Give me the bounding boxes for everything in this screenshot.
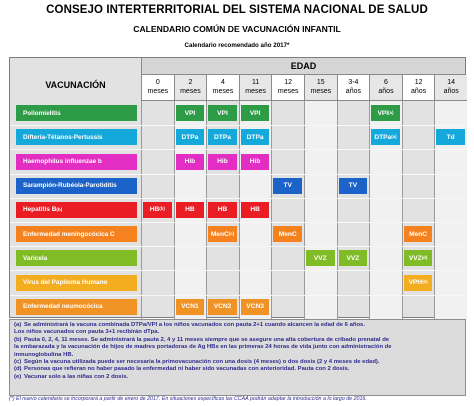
vaccine-dose-cell (404, 250, 433, 266)
column-divider (337, 101, 338, 319)
age-unit: meses (147, 87, 169, 95)
age-unit: meses (212, 87, 234, 95)
dose-label: VPI (184, 109, 196, 117)
column-divider (271, 101, 272, 319)
vaccine-dose-cell (241, 129, 270, 145)
note-text: Pauta 0, 2, 4, 11 meses. Se administrará la pauta 2, 4 y 11 meses siempre que se asegure una alta cobertura de cribado prenatal de (24, 336, 390, 343)
dose-label: Hib (217, 158, 228, 165)
vaccine-dose-cell (241, 105, 270, 121)
footnote: (*) El nuevo calendario se incorporará a partir de enero de 2017. En situaciones específicas las CCAA podrán adaptar la introducción a lo largo de 2016. (9, 396, 367, 402)
dose-label: VCN1 (181, 303, 199, 311)
note-text: Vacunar solo a las niñas con 2 dosis. (24, 373, 129, 380)
dose-label: Hib (184, 158, 196, 165)
dose-label: HB (185, 206, 195, 214)
age-value: 12 (414, 79, 423, 87)
note-text: Personas que refieran no haber pasado la enfermedad ni haber sido vacunadas con anterioridad. Pauta con 2 dosis. (24, 366, 350, 373)
note-marker: (c) (14, 359, 22, 366)
note-line (14, 337, 461, 344)
age-value: 3-4 (348, 79, 359, 87)
vaccine-name-text: Difteria-Tétanos-Pertussis (23, 133, 103, 141)
vaccine-name-text: Hepatitis B (23, 206, 57, 214)
age-unit: años (443, 87, 459, 95)
note-line (14, 359, 461, 366)
vaccine-dose-cell (339, 178, 368, 194)
subtitle: CALENDARIO COMÚN DE VACUNACIÓN INFANTIL (133, 24, 341, 34)
note-line (14, 352, 461, 359)
vaccine-dose-cell (436, 129, 465, 145)
dose-label: TV (348, 182, 358, 190)
vaccine-name-text: Poliomielitis (23, 109, 61, 117)
age-column-header (239, 75, 272, 101)
row-divider (10, 222, 465, 223)
dose-label: MenC (210, 230, 229, 238)
age-unit: años (345, 87, 361, 95)
vaccine-name-text: Enfermedad meningocócica C (23, 230, 115, 238)
dose-label: DTPa (246, 133, 264, 141)
dose-label: MenC (278, 230, 297, 238)
age-value: 11 (251, 79, 260, 87)
vaccine-name-text: Enfermedad neumocócica (23, 303, 103, 311)
age-value: 15 (316, 79, 325, 87)
age-column-header (369, 75, 402, 101)
age-unit: meses (245, 87, 266, 95)
vaccine-dose-cell (176, 129, 205, 145)
age-column-header (337, 75, 370, 101)
note-text: Según la vacuna utilizada puede ser necesaria la primovacunación con una dosis (4 meses) o dos dosis (2 y 4 meses de edad). (24, 359, 380, 366)
column-divider (174, 101, 175, 319)
note-marker: (b) (14, 336, 22, 343)
column-divider (434, 101, 435, 319)
dose-label: VPI (377, 109, 389, 117)
age-column-header (206, 75, 239, 101)
age-unit: meses (180, 87, 201, 95)
column-divider (369, 101, 370, 319)
age-column-header (174, 75, 207, 101)
dose-label: DTPa (374, 133, 392, 141)
note-text: Se administrará la vacuna combinada DTPa/VPI a los niños vacunados con pauta 2+1 cuando alcancen la edad de 6 años. (24, 322, 365, 328)
vaccine-dose-cell (273, 226, 302, 242)
vaccine-dose-cell (176, 202, 205, 218)
dose-label: DTPa (181, 133, 199, 141)
note-marker: (d) (14, 366, 22, 373)
footnote-marker: (e) (422, 279, 428, 284)
age-unit: años (411, 87, 427, 95)
vaccine-dose-cell (176, 105, 205, 121)
dose-label: HB (217, 206, 228, 214)
dose-label: MenC (409, 230, 428, 238)
edad-header: EDAD (141, 58, 465, 75)
vaccine-dose-cell (241, 202, 270, 218)
row-divider (10, 270, 465, 271)
vaccine-dose-cell (208, 202, 237, 218)
dose-label: VVZ (346, 254, 360, 262)
note-text: la embarazada y la vacunación de hijos de madres portadoras de Ag HBs en las primeras 24 horas de vida junto con administración de (14, 344, 392, 351)
age-column-header (304, 75, 337, 101)
age-column-header (434, 75, 467, 101)
vaccine-name (16, 226, 137, 242)
vaccine-name (16, 154, 137, 170)
row-divider (10, 198, 465, 199)
column-divider (304, 101, 305, 319)
vaccine-dose-cell (208, 105, 237, 121)
vaccine-name (16, 299, 137, 315)
dose-label: VCN3 (246, 303, 264, 311)
note-marker: (a) (14, 322, 22, 328)
dose-label: TV (283, 182, 292, 190)
age-value: 12 (284, 79, 293, 87)
row-divider (10, 174, 465, 175)
dose-label: VVZ (313, 254, 327, 262)
vaccine-name (16, 250, 137, 266)
footnote-marker: (c) (228, 230, 235, 236)
vaccine-name-text: Virus del Papiloma Humano (23, 279, 108, 286)
age-column-header (271, 75, 304, 101)
age-unit: meses (310, 87, 332, 95)
vaccine-dose-cell (208, 129, 237, 145)
row-divider (10, 246, 465, 247)
age-column-header (402, 75, 435, 101)
vaccine-dose-cell (143, 202, 172, 218)
column-divider (239, 101, 240, 319)
vacunacion-header: VACUNACIÓN (45, 79, 106, 90)
footnote-marker: (a) (388, 109, 394, 115)
note-line (14, 344, 461, 351)
column-shading (304, 101, 337, 319)
vaccine-name (16, 105, 137, 121)
vaccine-name (16, 129, 137, 145)
age-unit: años (378, 87, 394, 95)
age-unit: meses (277, 87, 299, 95)
vaccination-schedule-table (9, 57, 466, 318)
note-text: inmunoglobulina HB. (14, 351, 74, 358)
dose-label: VPI (217, 109, 228, 117)
dose-label: VVZ (408, 254, 422, 262)
vaccine-name (16, 178, 137, 194)
main-title: CONSEJO INTERTERRITORIAL DEL SISTEMA NACIONAL DE SALUD (46, 4, 428, 16)
notes-section (9, 319, 466, 396)
vaccine-dose-cell (404, 275, 433, 291)
footnote-marker: (b) (56, 207, 63, 213)
caption: Calendario recomendado año 2017* (184, 42, 290, 49)
column-divider (141, 101, 142, 319)
row-divider (10, 149, 465, 150)
vaccine-dose-cell (208, 154, 237, 170)
note-text: Los niños vacunados con pauta 3+1 recibirán dTpa. (14, 329, 160, 336)
dose-label: VPI (249, 109, 261, 117)
vaccine-dose-cell (404, 226, 433, 242)
footnote-marker: (a) (391, 133, 397, 139)
dose-label: Hib (249, 158, 261, 165)
age-value: 6 (384, 79, 388, 87)
vaccine-dose-cell (273, 178, 302, 194)
vaccine-name-text: Haemophilus influenzae b (23, 158, 102, 165)
vaccine-dose-cell (339, 250, 368, 266)
age-column-header (141, 75, 174, 101)
vaccine-name (16, 275, 137, 291)
vaccine-dose-cell (176, 154, 205, 170)
footnote-marker: (b) (159, 206, 165, 212)
note-line (14, 329, 461, 336)
note-line (14, 374, 461, 381)
age-value: 0 (155, 79, 160, 87)
age-value: 14 (447, 79, 456, 87)
dose-label: DTPa (214, 133, 231, 141)
vaccine-dose-cell (371, 129, 400, 145)
footnote-marker: (d) (421, 254, 428, 260)
vaccine-dose-cell (371, 105, 400, 121)
vaccine-dose-cell (241, 299, 270, 315)
dose-label: HB (250, 206, 260, 214)
column-divider (402, 101, 403, 319)
dose-label: VCN2 (213, 303, 232, 311)
note-line (14, 322, 461, 329)
dose-label: VPH (408, 279, 423, 286)
vaccine-dose-cell (208, 226, 237, 242)
vaccine-name-text: Sarampión-Rubéola-Parotiditis (23, 182, 117, 190)
vaccine-dose-cell (176, 299, 205, 315)
row-divider (10, 125, 465, 126)
note-marker: (e) (14, 373, 22, 380)
dose-label: Td (446, 133, 455, 141)
note-line (14, 366, 461, 373)
age-value: 4 (221, 79, 225, 87)
column-divider (206, 101, 207, 319)
vaccine-name-text: Varicela (23, 254, 48, 262)
vaccine-dose-cell (208, 299, 237, 315)
vaccine-dose-cell (241, 154, 270, 170)
dose-label: HB (149, 206, 160, 214)
row-divider (10, 295, 465, 296)
vaccine-name (16, 202, 137, 218)
vaccine-dose-cell (306, 250, 335, 266)
age-value: 2 (188, 79, 193, 87)
